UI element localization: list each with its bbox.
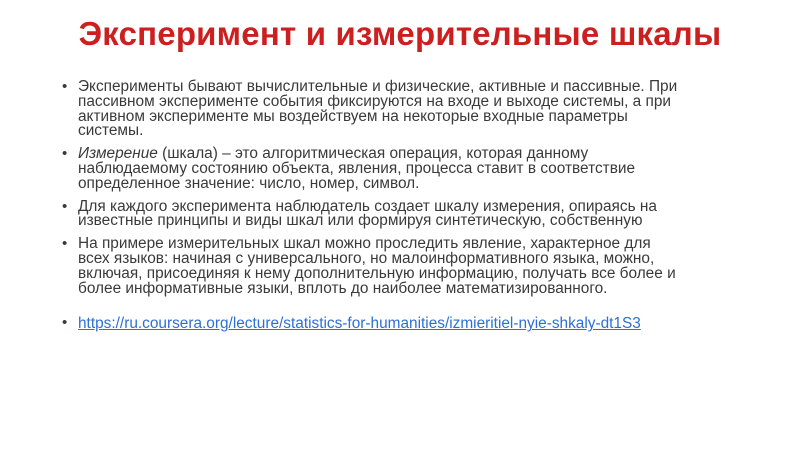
bullet-marker: • [62, 145, 68, 163]
bullet-text: Для каждого эксперимента наблюдатель создает шкалу измерения, опираясь на известные принципы и виды шкал или формируя синтетическую, собственную [78, 197, 657, 230]
bullet-text: (шкала) – это алгоритмическая операция, которая данному наблюдаемому состоянию объекта, явления, процесса ставит в соответствие определенное значение: число, номер, символ. [78, 145, 636, 192]
bullet-item-link [60, 316, 680, 332]
bullet-marker: • [62, 78, 68, 95]
bullet-list [60, 80, 680, 340]
bullet-item-measurement [60, 147, 680, 191]
slide-title: Эксперимент и измерительные шкалы [78, 15, 722, 52]
bullet-marker: • [62, 197, 68, 215]
bullet-text: Эксперименты бывают вычислительные и физические, активные и пассивные. При пассивном эксперименте события фиксируются на входе и выходе системы, а при активном эксперименте мы воздействуем на некоторые входные параметры системы. [78, 78, 678, 140]
coursera-link[interactable]: https://ru.coursera.org/lecture/statistics-for-humanities/izmieritiel-nyie-shkaly-dt1S3 [78, 315, 641, 333]
bullet-term: Измерение [78, 145, 158, 163]
bullet-item-languages [60, 237, 680, 296]
bullet-marker: • [62, 314, 68, 332]
bullet-marker: • [62, 235, 68, 253]
bullet-text: На примере измерительных шкал можно проследить явление, характерное для всех языков: начиная с универсального, но малоинформативного языка, можно, включая, присоединяя к нему дополнительную информацию, получать все более и более информативные языки, вплоть до наиболее математизированного. [78, 235, 676, 297]
bullet-item-experiments [60, 80, 680, 139]
bullet-item-scale [60, 197, 680, 230]
